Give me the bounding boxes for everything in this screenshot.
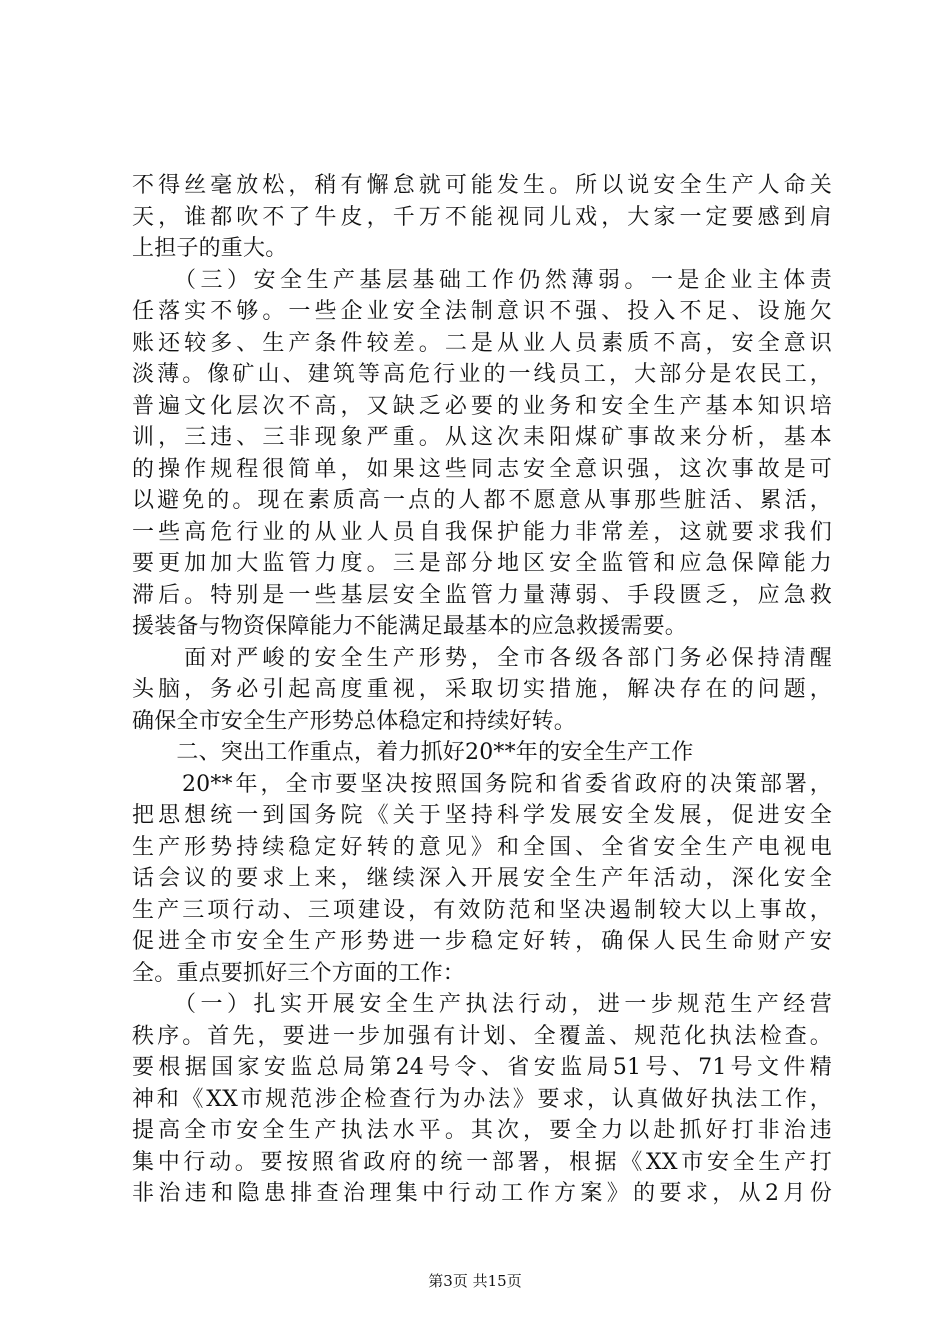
text-line: 确保全市安全生产形势总体稳定和持续好转。 xyxy=(132,708,577,734)
text-line: 不得丝毫放松，稍有懈怠就可能发生。所以说安全生产人命关 xyxy=(132,173,832,198)
text-line: 要更加加大监管力度。三是部分地区安全监管和应急保障能力 xyxy=(132,551,832,576)
text-line: 非治违和隐患排查治理集中行动工作方案》的要求，从2月份 xyxy=(132,1181,832,1206)
text-line: 秩序。首先，要进一步加强有计划、全覆盖、规范化执法检查。 xyxy=(132,1023,832,1049)
text-line: 淡薄。像矿山、建筑等高危行业的一线员工，大部分是农民工， xyxy=(132,362,832,387)
text-line: 滞后。特别是一些基层安全监管力量薄弱、手段匮乏，应急救 xyxy=(132,582,832,608)
text-line: 普遍文化层次不高，又缺乏必要的业务和安全生产基本知识培 xyxy=(132,393,832,419)
text-line: 上担子的重大。 xyxy=(132,236,288,261)
page-footer: 第3页 共15页 xyxy=(428,1272,522,1290)
text-line: 面对严峻的安全生产形势，全市各级各部门务必保持清醒 xyxy=(132,645,832,671)
text-line: 把思想统一到国务院《关于坚持科学发展安全发展，促进安全 xyxy=(132,803,832,828)
text-line: 账还较多、生产条件较差。二是从业人员素质不高，安全意识 xyxy=(132,330,832,356)
text-line: 训，三违、三非现象严重。从这次耒阳煤矿事故来分析，基本 xyxy=(132,425,832,450)
text-line: 以避免的。现在素质高一点的人都不愿意从事那些脏活、累活， xyxy=(132,488,832,513)
text-line: （一）扎实开展安全生产执法行动，进一步规范生产经营 xyxy=(132,992,832,1017)
text-line: 要根据国家安监总局第24号令、省安监局51号、71号文件精 xyxy=(132,1055,832,1080)
text-line: 生产三项行动、三项建设，有效防范和坚决遏制较大以上事故， xyxy=(132,897,832,923)
text-line: 二、突出工作重点，着力抓好20**年的安全生产工作 xyxy=(132,740,694,765)
body-text xyxy=(132,170,832,1210)
text-line: 20**年，全市要坚决按照国务院和省委省政府的决策部署， xyxy=(132,771,832,797)
text-line: 神和《XX市规范涉企检查行为办法》要求，认真做好执法工作， xyxy=(132,1086,832,1112)
text-line: 一些高危行业的从业人员自我保护能力非常差，这就要求我们 xyxy=(132,519,832,545)
text-line: 集中行动。要按照省政府的统一部署，根据《XX市安全生产打 xyxy=(132,1149,832,1175)
text-line: （三）安全生产基层基础工作仍然薄弱。一是企业主体责 xyxy=(132,267,832,293)
text-line: 天，谁都吹不了牛皮，千万不能视同儿戏，大家一定要感到肩 xyxy=(132,204,832,230)
text-line: 全。重点要抓好三个方面的工作： xyxy=(132,960,466,986)
text-line: 的操作规程很简单，如果这些同志安全意识强，这次事故是可 xyxy=(132,456,832,482)
text-line: 援装备与物资保障能力不能满足最基本的应急救援需要。 xyxy=(132,614,688,639)
text-line: 提高全市安全生产执法水平。其次，要全力以赴抓好打非治违 xyxy=(132,1118,832,1143)
text-line: 生产形势持续稳定好转的意见》和全国、全省安全生产电视电 xyxy=(132,834,832,860)
text-line: 头脑，务必引起高度重视，采取切实措施，解决存在的问题， xyxy=(132,677,832,702)
text-line: 促进全市安全生产形势进一步稳定好转，确保人民生命财产安 xyxy=(132,929,832,954)
text-line: 任落实不够。一些企业安全法制意识不强、投入不足、设施欠 xyxy=(132,299,832,324)
text-line: 话会议的要求上来，继续深入开展安全生产年活动，深化安全 xyxy=(132,866,832,891)
